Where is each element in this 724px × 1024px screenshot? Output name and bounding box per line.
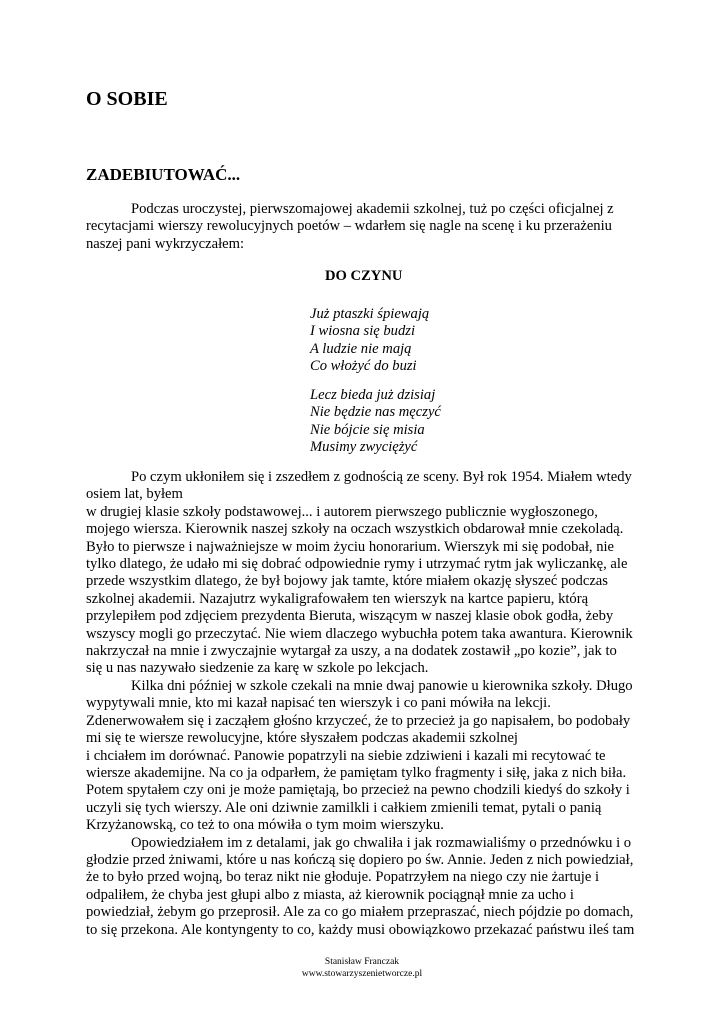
text-line: w drugiej klasie szkoły podstawowej... i autorem pierwszego publicznie wygłoszonego, <box>86 503 598 520</box>
text-line: Opowiedziałem im z detalami, jak go chwaliła i jak rozmawialiśmy o przednówku i o <box>131 834 632 851</box>
poem-line: Musimy zwyciężyć <box>310 439 418 456</box>
page-footer <box>0 956 724 980</box>
text-line: mojego wiersza. Kierownik naszej szkoły na oczach wszystkich obdarował mnie czekoladą. <box>86 521 624 538</box>
text-line: wypytywali mnie, kto mi kazał napisać ten wierszyk i co pani mówiła na lekcji. <box>86 695 551 712</box>
paragraph <box>86 678 642 835</box>
poem-stanza <box>310 306 429 376</box>
text-line: Zdenerwowałem się i zacząłem głośno krzyczeć, że to przecież ja go napisałem, bo podobały <box>86 712 631 729</box>
text-line: uczyli się tych wierszy. Ale oni dziwnie zamilkli i całkiem zmienili temat, pytali o panią <box>86 799 602 816</box>
section-heading: ZADEBIUTOWAĆ... <box>86 165 241 184</box>
text-line: i chciałem im dorównać. Panowie popatrzyli na siebie zdziwieni i kazali mi recytować te <box>86 747 606 764</box>
text-line: wszyscy mogli go przeczytać. Nie wiem dlaczego wybuchła potem taka awantura. Kierownik <box>86 625 633 642</box>
text-line: Potem spytałem czy oni je może pamiętają, bo przecież na pewno chodzili kiedyś do szkoły i <box>86 782 630 799</box>
text-line: że to było przed wojną, bo teraz nikt nie głoduje. Popatrzyłem na niego czy nie żartuje i <box>86 869 600 886</box>
poem-line: I wiosna się budzi <box>310 323 415 340</box>
intro-paragraph <box>86 201 642 253</box>
footer-website: www.stowarzyszenietworcze.pl <box>301 969 423 979</box>
text-line: tylko dlatego, że udało mi się dobrać odpowiednie rymy i utrzymać rytm jak wyliczankę, ale <box>86 556 628 573</box>
poem-stanza <box>310 387 441 457</box>
text-line: głodzie przed żniwami, które u nas kończą się dopiero po św. Annie. Jeden z nich powiedział, <box>86 851 634 868</box>
poem-line: Lecz bieda już dzisiaj <box>310 387 436 403</box>
text-line: osiem lat, byłem <box>86 486 183 503</box>
text-line: przede wszystkim dlatego, że był bojowy jak tamte, które miałem okazję słyszeć podczas <box>86 573 608 590</box>
text-line: Kilka dni później w szkole czekali na mnie dwaj panowie u kierownika szkoły. Długo <box>131 677 633 694</box>
poem-line: Co włożyć do buzi <box>310 358 417 375</box>
document-title: O SOBIE <box>86 88 168 110</box>
poem-line: Nie będzie nas męczyć <box>310 404 441 421</box>
text-line: wiersze akademijne. Na co ja odparłem, że pamiętam tylko fragmenty i siłę, jaka z nich biła. <box>86 764 627 781</box>
text-line: naszej pani wykrzyczałem: <box>86 235 245 252</box>
paragraph <box>86 835 642 939</box>
paragraph <box>86 469 642 678</box>
body-text <box>86 469 642 939</box>
poem-line: Już ptaszki śpiewają <box>310 306 430 322</box>
poem-line: Nie bójcie się misia <box>310 421 425 438</box>
text-line: recytacjami wierszy rewolucyjnych poetów – wdarłem się nagle na scenę i ku przerażeniu <box>86 218 612 235</box>
text-line: Podczas uroczystej, pierwszomajowej akademii szkolnej, tuż po części oficjalnej z <box>131 201 614 217</box>
text-line: Było to pierwsze i najważniejsze w moim życiu honorarium. Wierszyk mi się podobał, nie <box>86 538 615 555</box>
text-line: szkolnej akademii. Nazajutrz wykaligrafowałem ten wierszyk na kartce papieru, którą <box>86 590 589 607</box>
text-line: się u nas nazywało siedzenie za karę w szkole po lekcjach. <box>86 660 429 677</box>
poem-title: DO CZYNU <box>325 268 403 284</box>
text-line: nakrzyczał na mnie i zwyczajnie wytargał za uszy, a na dodatek zostawił „po kozie”, jak to <box>86 643 617 660</box>
text-line: przylepiłem pod zdjęciem prezydenta Bieruta, wiszącym w naszej klasie obok godła, żeby <box>86 608 614 625</box>
text-line: to się przekona. Ale kontyngenty to co, każdy musi obowiązkowo przekazać państwu ileś tam <box>86 921 635 938</box>
poem-line: A ludzie nie mają <box>310 340 412 357</box>
text-line: Po czym ukłoniłem się i zszedłem z godnością ze sceny. Był rok 1954. Miałem wtedy <box>131 469 632 485</box>
text-line: mi się te wiersze rewolucyjne, które słyszałem podczas akademii szkolnej <box>86 730 518 747</box>
text-line: odpaliłem, że chyba jest głupi albo z miasta, aż kierownik pociągnął mnie za ucho i <box>86 886 574 903</box>
footer-author: Stanisław Franczak <box>324 957 400 967</box>
text-line: Krzyżanowską, co też to ona mówiła o tym moim wierszyku. <box>86 817 444 834</box>
text-line: powiedział, żebym go przeprosił. Ale za co go miałem przepraszać, niech pójdzie po domach, <box>86 904 634 921</box>
